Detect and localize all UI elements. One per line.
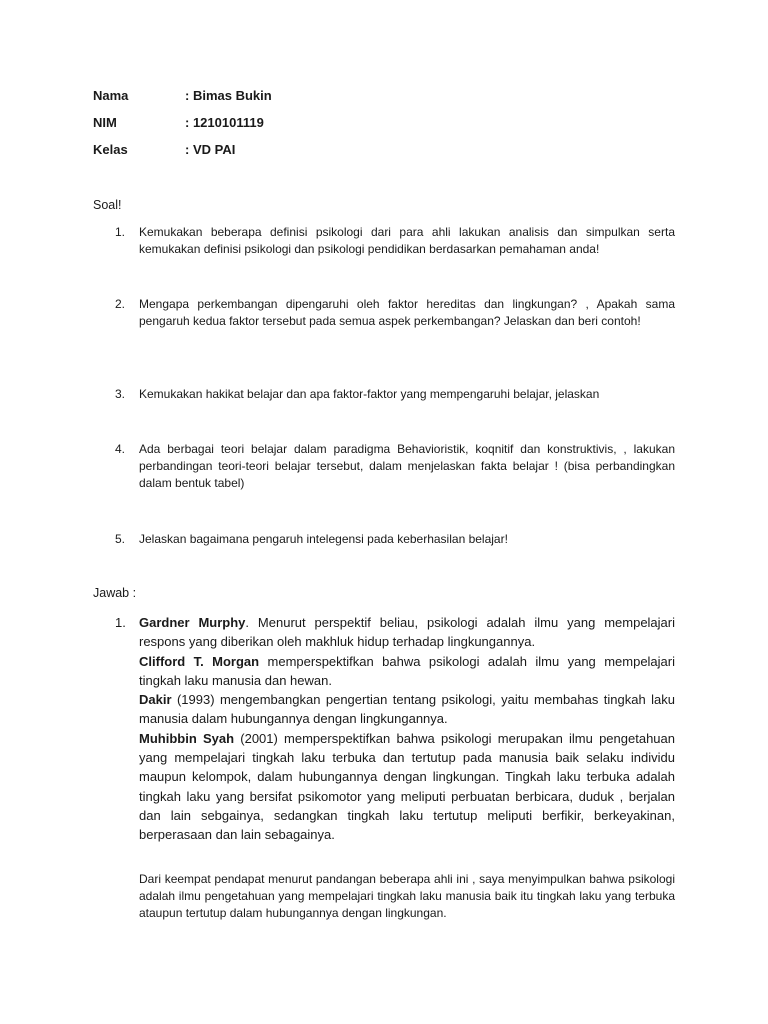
expert-name: Clifford T. Morgan — [139, 653, 260, 669]
nim-label: NIM — [93, 115, 117, 130]
answer-paragraph — [139, 613, 675, 652]
question-text: Mengapa perkembangan dipengaruhi oleh faktor hereditas dan lingkungan? , Apakah sama pengaruh kedua faktor tersebut pada semua aspek perkembangan? Jelaskan dan beri contoh! — [139, 297, 675, 328]
question-number: 4. — [115, 442, 126, 456]
question-number: 2. — [115, 297, 126, 311]
expert-definition: . Menurut perspektif beliau, psikologi adalah ilmu yang mempelajari respons yang diberikan oleh makhluk hidup terhadap lingkungannya. — [139, 615, 676, 650]
expert-name: Dakir — [139, 692, 172, 708]
kelas-value: : VD PAI — [185, 142, 236, 157]
conclusion-paragraph: Dari keempat pendapat menurut pandangan beberapa ahli ini , saya menyimpulkan bahwa psikologi adalah ilmu pengetahuan yang mempelajari tingkah laku manusia baik itu tingkah laku yang terbuka ataupun tertutup dalam hubungannya dengan lingkungan. — [139, 872, 675, 920]
soal-heading: Soal! — [93, 198, 122, 212]
nim-value: : 1210101119 — [185, 115, 264, 130]
answer-text — [139, 613, 675, 845]
nama-label: Nama — [93, 88, 129, 103]
jawab-heading: Jawab : — [93, 586, 137, 600]
kelas-label: Kelas — [93, 142, 128, 157]
question-text: Kemukakan beberapa definisi psikologi dari para ahli lakukan analisis dan simpulkan serta kemukakan definisi psikologi dan psikologi pendidikan berdasarkan pemahaman anda! — [139, 225, 675, 256]
answer-paragraph — [139, 652, 675, 691]
answer-paragraph — [139, 690, 675, 729]
question-number: 3. — [115, 387, 126, 401]
question-number: 5. — [115, 532, 126, 546]
question-text: Kemukakan hakikat belajar dan apa faktor-faktor yang mempengaruhi belajar, jelaskan — [139, 387, 600, 401]
question-text: Jelaskan bagaimana pengaruh intelegensi pada keberhasilan belajar! — [139, 532, 508, 546]
answer-paragraph — [139, 729, 675, 845]
expert-definition: (1993) mengembangkan pengertian tentang psikologi, yaitu membahas tingkah laku manusia dalam hubungannya dengan lingkungannya. — [139, 692, 675, 727]
question-number: 1. — [115, 225, 126, 239]
expert-definition: (2001) memperspektifkan bahwa psikologi merupakan ilmu pengetahuan yang mempelajari tingkah laku terbuka dan tertutup pada manusia baik selaku individu maupun kelompok, dalam hubungannya dengan lingkungan. Tingkah laku terbuka adalah tingkah laku yang bersifat psikomotor yang meliputi perbuatan berbicara, duduk , berjalan dan lain sebgainya, sedangkan tingkah laku tertutup meliputi berfikir, berkeyakinan, berperasaan dan lain sebagainya. — [139, 730, 675, 843]
expert-definition: memperspektifkan bahwa psikologi adalah ilmu yang mempelajari tingkah laku manusia dan hewan. — [139, 653, 675, 688]
expert-name: Gardner Murphy — [139, 615, 246, 630]
nama-value: : Bimas Bukin — [185, 88, 272, 103]
expert-name: Muhibbin Syah — [139, 730, 235, 746]
question-text: Ada berbagai teori belajar dalam paradigma Behavioristik, koqnitif dan konstruktivis, , lakukan perbandingan teori-teori belajar tersebut, dalam menjelaskan fakta belajar ! (bisa perbandingkan dalam bentuk tabel) — [139, 442, 675, 490]
answer-number: 1. — [115, 615, 126, 630]
